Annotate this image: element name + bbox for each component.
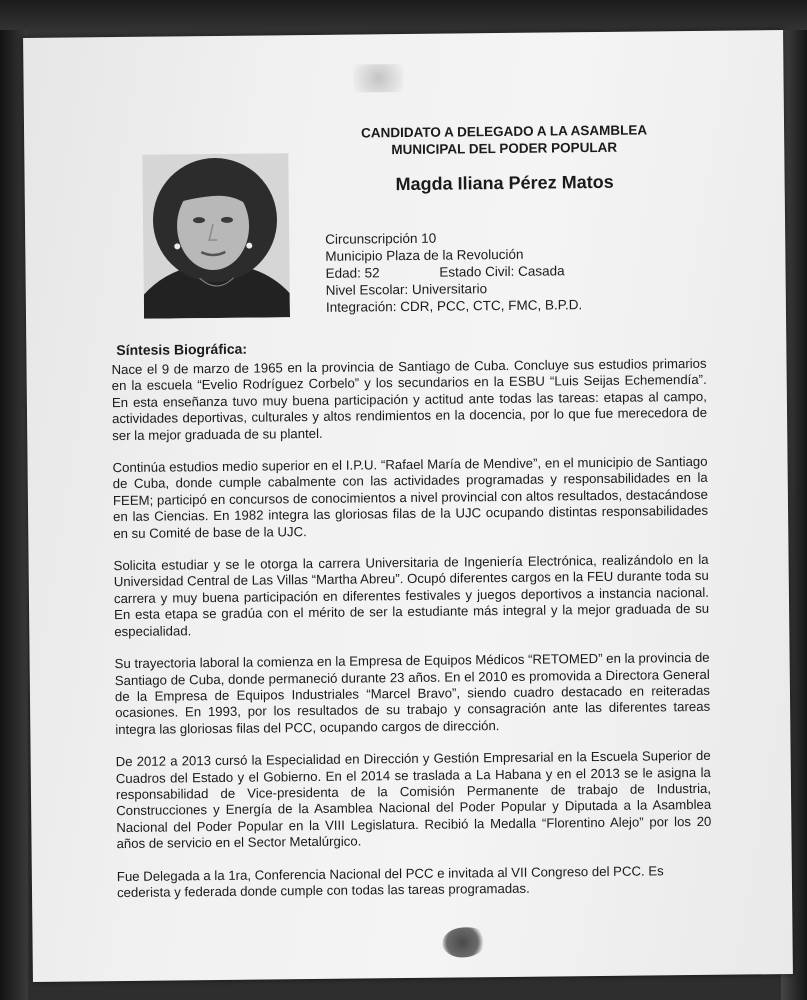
section-title: Síntesis Biográfica: <box>116 340 248 359</box>
info-nivel-escolar: Nivel Escolar: Universitario <box>325 281 488 298</box>
info-municipio: Municipio Plaza de la Revolución <box>325 246 524 264</box>
info-circunscripcion: Circunscripción 10 <box>325 230 437 247</box>
poster-header <box>314 121 694 159</box>
biography-paragraph: Fue Delegada a la 1ra, Conferencia Nacional del PCC e invitada al VII Congreso del PCC. Es cederista y federada donde cumple con todas las tareas programadas. <box>116 862 664 901</box>
portrait-image <box>142 153 290 319</box>
candidate-poster <box>23 30 793 982</box>
biography-paragraph: Solicita estudiar y se le otorga la carrera Universitaria de Ingeniería Electrónica, realizándolo en la Universidad Central de Las Villas “Martha Abreu”. Ocupó diferentes cargos en la FEU durante toda su carrera y muy buena participación en diferentes festivales y juegos deportivos a instancia nacional. En esta etapa se gradúa con el mérito de ser la estudiante más integral y la mejor graduada de su especialidad. <box>113 551 710 639</box>
header-line-1: CANDIDATO A DELEGADO A LA ASAMBLEA <box>361 122 648 141</box>
biography-text <box>111 356 712 902</box>
info-integracion: Integración: CDR, PCC, CTC, FMC, B.P.D. <box>325 297 583 315</box>
info-estado-civil: Estado Civil: Casada <box>439 263 565 280</box>
tape-mark <box>353 64 403 93</box>
candidate-photo <box>142 153 290 319</box>
biography-paragraph: Continúa estudios medio superior en el I.P.U. “Rafael María de Mendive”, en el municipio de Santiago de Cuba, donde cumple cabalmente con las actividades programadas y responsabilidades en la FEEM; participó en concursos de conocimientos a nivel provincial con altos resultados, destacándose en las Ciencias. En 1982 integra las gloriosas filas de la UJC ocupando distintas responsabilidades en su Comité de base de la UJC. <box>112 453 709 541</box>
candidate-info <box>325 227 686 316</box>
paper-stain <box>442 927 486 957</box>
candidate-name: Magda Iliana Pérez Matos <box>395 171 614 195</box>
info-edad: Edad: 52 <box>325 265 380 281</box>
biography-paragraph: Su trayectoria laboral la comienza en la Empresa de Equipos Médicos “RETOMED” en la provincia de Santiago de Cuba, donde permaneció durante 23 años. En el 2010 es promovida a Directora General de la Empresa de Equipos Industriales “Marcel Bravo”, siendo cuadro destacado en reiteradas ocasiones. En 1993, por los resultados de su trabajo y consagración ante las diferentes tareas integra las gloriosas filas del PCC, ocupando cargos de dirección. <box>114 649 711 737</box>
header-line-2: MUNICIPAL DEL PODER POPULAR <box>391 139 618 158</box>
biography-paragraph: De 2012 a 2013 cursó la Especialidad en Dirección y Gestión Empresarial en la Escuela Superior de Cuadros del Estado y el Gobierno. En el 2014 se traslada a La Habana y en el 2013 se le asigna la responsabilidad de Vice-presidenta de la Comisión Permanente de trabajo de Industria, Construcciones y Energía de la Asamblea Nacional del Poder Popular y Diputada a la Asamblea Nacional del Poder Popular en la VIII Legislatura. Recibió la Medalla “Florentino Alejo” por los 20 años de servicio en el Sector Metalúrgico. <box>115 747 712 852</box>
biography-paragraph: Nace el 9 de marzo de 1965 en la provincia de Santiago de Cuba. Concluye sus estudios primarios en la escuela “Evelio Rodríguez Corbelo” y los secundarios en la ESBU “Luis Seijas Echemendía”. En esta enseñanza tuvo muy buena participación y actitud ante todas las tareas: etapas al campo, actividades deportivas, culturales y altos rendimientos en la docencia, por lo que fue merecedora de ser la mejor graduada de su plantel. <box>111 355 708 443</box>
